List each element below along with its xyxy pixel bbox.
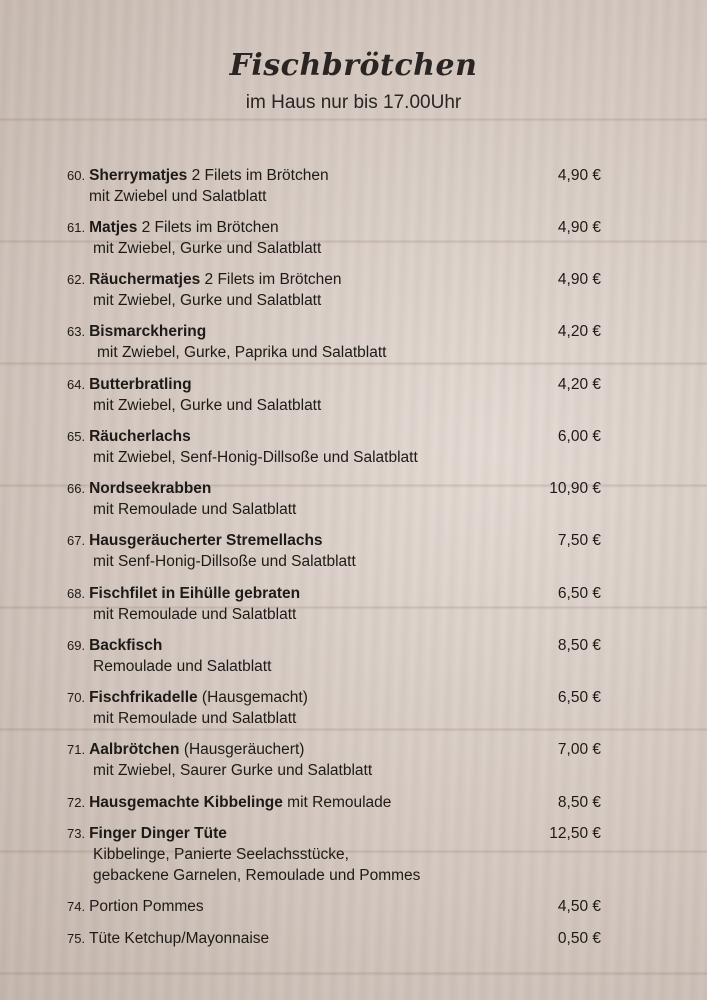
- menu-item-name: Räuchermatjes: [89, 271, 201, 288]
- menu-item-extra: 2 Filets im Brötchen: [137, 219, 279, 236]
- menu-item-description: mit Remoulade und Salatblatt: [93, 501, 297, 518]
- menu-item-name: Fischfrikadelle: [89, 689, 198, 706]
- menu-item-line: [67, 635, 607, 656]
- menu-item-extra: (Hausgeräuchert): [179, 741, 305, 758]
- menu-item-name: Hausgeräucherter Stremellachs: [89, 532, 323, 549]
- menu-item-extra: 2 Filets im Brötchen: [187, 167, 329, 184]
- menu-item-number: 65.: [67, 429, 86, 444]
- menu-item-number: 62.: [67, 272, 86, 287]
- menu-item-number: 63.: [67, 324, 86, 339]
- menu-item-price: 4,50 €: [557, 898, 601, 915]
- menu-item: [67, 269, 607, 311]
- menu-item: [67, 896, 607, 917]
- menu-item-line: [67, 792, 607, 813]
- menu-item: [67, 374, 607, 416]
- menu-item: [67, 792, 607, 813]
- menu-item: [67, 583, 607, 625]
- menu-item-line: [67, 530, 607, 551]
- menu-item-price: 6,50 €: [557, 689, 601, 706]
- menu-item-line: [67, 739, 607, 760]
- menu-item: [67, 635, 607, 677]
- menu-item-line: [67, 269, 607, 290]
- menu-item-number: 64.: [67, 377, 86, 392]
- menu-item-number: 72.: [67, 795, 86, 810]
- menu-item-price: 7,50 €: [557, 532, 601, 549]
- menu-item-number: 68.: [67, 586, 86, 601]
- menu-item-extra: mit Remoulade: [282, 794, 392, 811]
- page-title: Fischbrötchen: [229, 48, 478, 83]
- menu-item-price: 6,50 €: [557, 585, 601, 602]
- menu-item-name: Aalbrötchen: [89, 741, 180, 758]
- menu-item-number: 60.: [67, 168, 86, 183]
- menu-item-line: [67, 165, 607, 186]
- menu-item-description: mit Zwiebel, Senf-Honig-Dillsoße und Salatblatt: [93, 449, 418, 466]
- menu-item-name: Butterbratling: [89, 376, 192, 393]
- menu-item-description: mit Zwiebel, Gurke und Salatblatt: [93, 240, 322, 257]
- menu-item-name: Fischfilet in Eihülle gebraten: [89, 585, 301, 602]
- menu-item-description: mit Zwiebel, Gurke, Paprika und Salatblatt: [97, 344, 387, 361]
- menu-item-number: 71.: [67, 742, 86, 757]
- menu-item-price: 8,50 €: [557, 637, 601, 654]
- menu-item-extra: Tüte Ketchup/Mayonnaise: [89, 930, 270, 947]
- menu-item-description: mit Zwiebel, Saurer Gurke und Salatblatt: [93, 762, 373, 779]
- menu-item-name: Finger Dinger Tüte: [89, 825, 227, 842]
- menu-item: [67, 739, 607, 781]
- menu-item-extra: (Hausgemacht): [197, 689, 308, 706]
- menu-item-line: [67, 217, 607, 238]
- menu-item-extra: Portion Pommes: [89, 898, 204, 915]
- menu-item: [67, 823, 607, 886]
- menu-item-name: Nordseekrabben: [89, 480, 212, 497]
- menu-item-line: [67, 478, 607, 499]
- menu-item-description: Kibbelinge, Panierte Seelachsstücke,: [93, 846, 349, 863]
- menu-item-price: 4,90 €: [557, 271, 601, 288]
- menu-item-description: mit Remoulade und Salatblatt: [93, 606, 297, 623]
- menu-item-description: mit Senf-Honig-Dillsoße und Salatblatt: [93, 553, 356, 570]
- menu-item-price: 4,90 €: [557, 167, 601, 184]
- menu-item-price: 4,90 €: [557, 219, 601, 236]
- menu-item-price: 6,00 €: [557, 428, 601, 445]
- menu-item: [67, 321, 607, 363]
- menu-item: [67, 478, 607, 520]
- menu-item: [67, 687, 607, 729]
- menu-item-description: gebackene Garnelen, Remoulade und Pommes: [93, 867, 421, 884]
- menu-item-line: [67, 823, 607, 844]
- menu-item-description: mit Remoulade und Salatblatt: [93, 710, 297, 727]
- menu-item-price: 10,90 €: [549, 480, 601, 497]
- menu-item-name: Bismarckhering: [89, 323, 207, 340]
- menu-item-number: 61.: [67, 220, 86, 235]
- menu-item-name: Räucherlachs: [89, 428, 191, 445]
- menu-item-price: 0,50 €: [557, 930, 601, 947]
- menu-item-price: 12,50 €: [549, 825, 601, 842]
- menu-item: [67, 426, 607, 468]
- menu-item: [67, 530, 607, 572]
- menu-item-name: Backfisch: [89, 637, 163, 654]
- menu-item-description: mit Zwiebel und Salatblatt: [89, 188, 267, 205]
- menu-item-line: [67, 374, 607, 395]
- menu-item-number: 74.: [67, 899, 86, 914]
- menu-item-line: [67, 896, 607, 917]
- menu-item-description: mit Zwiebel, Gurke und Salatblatt: [93, 397, 322, 414]
- menu-item: [67, 928, 607, 949]
- menu-item-line: [67, 321, 607, 342]
- menu-item-price: 8,50 €: [557, 794, 601, 811]
- menu-item-number: 70.: [67, 690, 86, 705]
- menu-item-number: 67.: [67, 533, 86, 548]
- menu-item-name: Matjes: [89, 219, 138, 236]
- menu-item-name: Sherrymatjes: [89, 167, 188, 184]
- menu-item-line: [67, 426, 607, 447]
- menu-item-number: 73.: [67, 826, 86, 841]
- menu-item-number: 66.: [67, 481, 86, 496]
- menu-item-line: [67, 687, 607, 708]
- menu-item-name: Hausgemachte Kibbelinge: [89, 794, 283, 811]
- menu-item: [67, 165, 607, 207]
- menu-item-line: [67, 928, 607, 949]
- menu-item-description: Remoulade und Salatblatt: [93, 658, 272, 675]
- menu-item-price: 4,20 €: [557, 376, 601, 393]
- menu-item-extra: 2 Filets im Brötchen: [200, 271, 342, 288]
- menu-item-line: [67, 583, 607, 604]
- menu-item-price: 4,20 €: [557, 323, 601, 340]
- menu-item-price: 7,00 €: [557, 741, 601, 758]
- menu-item: [67, 217, 607, 259]
- menu-item-number: 75.: [67, 931, 86, 946]
- menu-item-description: mit Zwiebel, Gurke und Salatblatt: [93, 292, 322, 309]
- menu-item-number: 69.: [67, 638, 86, 653]
- page-subtitle: im Haus nur bis 17.00Uhr: [245, 92, 462, 113]
